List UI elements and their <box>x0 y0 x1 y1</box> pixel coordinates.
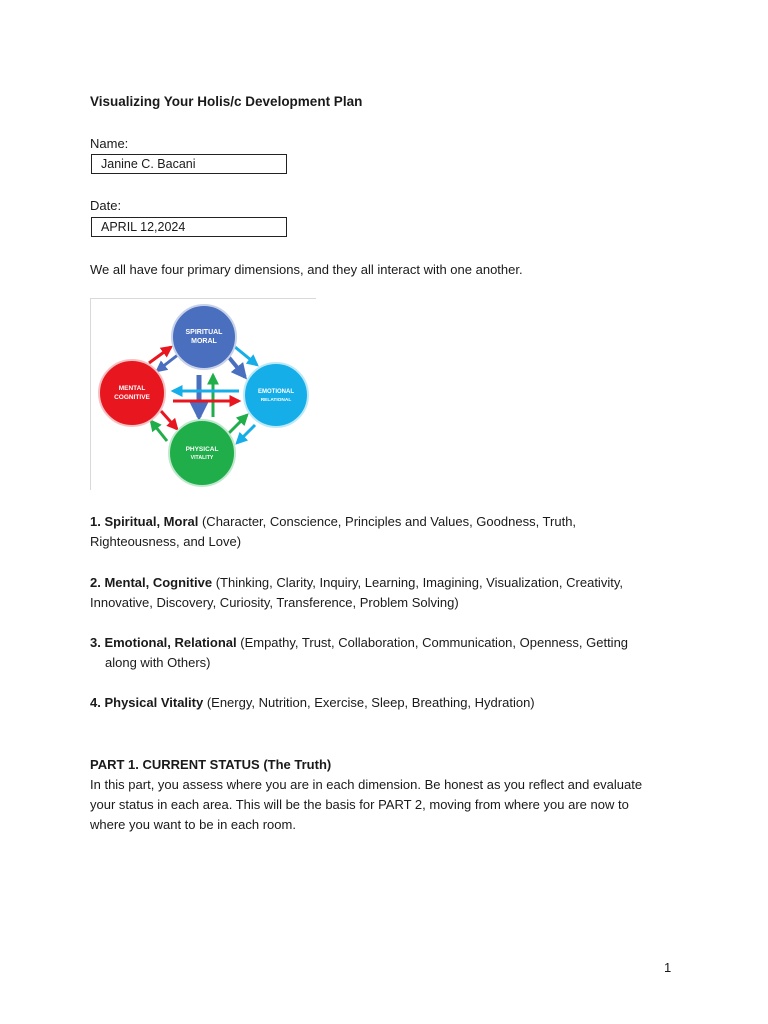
page-title: Visualizing Your Holis/c Development Plan <box>90 94 363 109</box>
dimension-3-detail-1: (Empathy, Trust, Collaboration, Communication, Openness, Getting <box>236 635 629 650</box>
spiritual-label-2: MORAL <box>191 338 217 345</box>
emotional-circle <box>244 363 308 427</box>
dimension-1-heading: 1. Spiritual, Moral <box>90 514 199 529</box>
physical-label-1: PHYSICAL <box>185 446 219 453</box>
dimension-1-detail-1: (Character, Conscience, Principles and Values, Goodness, Truth, <box>198 514 577 529</box>
name-label: Name: <box>90 136 129 151</box>
spiritual-circle <box>172 305 236 369</box>
mental-label-2: COGNITIVE <box>114 394 150 401</box>
dimension-2 <box>90 573 690 613</box>
diagram-svg <box>91 299 317 491</box>
part1-heading: PART 1. CURRENT STATUS (The Truth) <box>90 757 332 772</box>
dimension-1-detail-2: Righteousness, and Love) <box>90 534 242 549</box>
part1-section <box>90 755 690 835</box>
mental-label-1: MENTAL <box>118 385 146 392</box>
dimension-2-detail-1: (Thinking, Clarity, Inquiry, Learning, Imagining, Visualization, Creativity, <box>212 575 623 590</box>
dimension-3-heading: 3. Emotional, Relational <box>90 635 237 650</box>
dimensions-diagram <box>90 298 316 490</box>
emotional-label-1: EMOTIONAL <box>258 389 294 395</box>
part1-line-3: where you want to be in each room. <box>90 817 296 832</box>
name-field[interactable]: Janine C. Bacani <box>91 154 287 174</box>
spiritual-moral-node <box>172 305 236 369</box>
spiritual-label-1: SPIRITUAL <box>185 329 223 336</box>
dimension-4 <box>90 693 690 713</box>
page-number: 1 <box>664 960 672 975</box>
physical-label-2: VITALITY <box>190 455 214 461</box>
dimension-4-detail-1: (Energy, Nutrition, Exercise, Sleep, Breathing, Hydration) <box>203 695 535 710</box>
dimension-3 <box>90 633 690 673</box>
mental-circle <box>99 360 165 426</box>
emotional-label-2: RELATIONAL <box>260 398 292 403</box>
part1-line-1: In this part, you assess where you are in each dimension. Be honest as you reflect and evaluate <box>90 777 643 792</box>
emotional-relational-node <box>244 363 308 427</box>
dimension-4-heading: 4. Physical Vitality <box>90 695 204 710</box>
mental-cognitive-node <box>99 360 165 426</box>
physical-circle <box>169 420 235 486</box>
dimension-1 <box>90 512 690 552</box>
date-field[interactable]: APRIL 12,2024 <box>91 217 287 237</box>
part1-line-2: your status in each area. This will be the basis for PART 2, moving from where you are now to <box>90 797 629 812</box>
dimension-2-heading: 2. Mental, Cognitive <box>90 575 213 590</box>
dimension-3-detail-2: along with Others) <box>105 655 211 670</box>
intro-text: We all have four primary dimensions, and they all interact with one another. <box>90 262 523 277</box>
dimension-2-detail-2: Innovative, Discovery, Curiosity, Transference, Problem Solving) <box>90 595 459 610</box>
date-label: Date: <box>90 198 122 213</box>
physical-vitality-node <box>169 420 235 486</box>
